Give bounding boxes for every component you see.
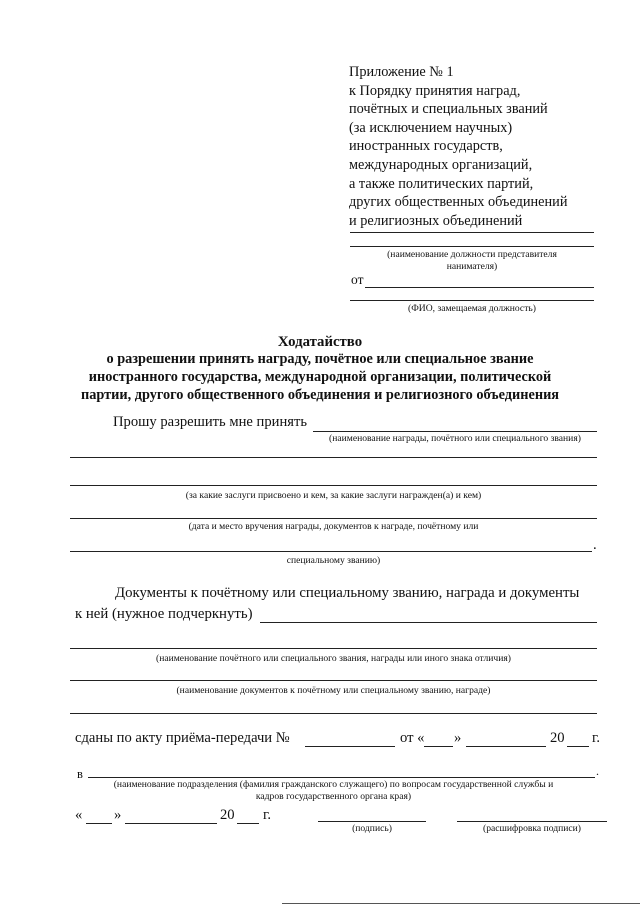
documents-name-line[interactable]: [70, 680, 597, 681]
appendix-line: и религиозных объединений: [349, 212, 523, 229]
date-period: .: [593, 537, 597, 553]
scan-edge-line: [282, 903, 640, 904]
date-caption: (дата и место вручения награды, документов к награде, почётному или: [188, 521, 479, 532]
documents-text: к ней (нужное подчеркнуть): [75, 606, 253, 622]
date-continue-line[interactable]: [70, 551, 592, 552]
document-subtitle: о разрешении принять награду, почётное или специальное звание: [106, 351, 534, 367]
signature-year-prefix: 20: [220, 807, 235, 823]
act-number-line[interactable]: [305, 746, 395, 747]
handover-month-line[interactable]: [466, 746, 546, 747]
merit-caption: (за какие заслуги присвоено и кем, за какие заслуги награжден(а) и кем): [185, 490, 482, 501]
department-caption: (наименование подразделения (фамилия гражданского служащего) по вопросам государственной службы и: [113, 779, 554, 790]
appendix-line: международных организаций,: [349, 156, 533, 173]
appendix-line: почётных и специальных званий: [349, 101, 548, 118]
request-label: Прошу разрешить мне принять: [113, 414, 308, 430]
handover-year-prefix: 20: [550, 730, 565, 746]
position-caption: (наименование должности представителя: [387, 249, 557, 260]
fio-field-line[interactable]: [350, 300, 594, 301]
documents-name-caption: (наименование документов к почётному или специальному званию, награде): [176, 685, 491, 696]
appendix-line: Приложение № 1: [349, 64, 454, 80]
award-name-line[interactable]: [70, 648, 597, 649]
award-caption: (наименование награды, почётного или специального звания): [329, 433, 581, 444]
appendix-line: (за исключением научных): [349, 119, 513, 136]
signature-year-line[interactable]: [237, 823, 259, 824]
underline-choice-line[interactable]: [260, 622, 597, 623]
position-field-line-2[interactable]: [350, 246, 594, 247]
signature-open-quote: «: [75, 807, 83, 823]
date-caption: специальному званию): [286, 555, 381, 566]
signature-day-line[interactable]: [86, 823, 112, 824]
award-continue-line[interactable]: [70, 457, 597, 458]
handover-year-line[interactable]: [567, 746, 589, 747]
signature-caption: (подпись): [352, 823, 392, 834]
signature-decode-caption: (расшифровка подписи): [483, 823, 581, 834]
document-subtitle: партии, другого общественного объединения и религиозного объединения: [80, 387, 560, 403]
document-subtitle: иностранного государства, международной организации, политической: [88, 369, 552, 385]
signature-line[interactable]: [318, 821, 426, 822]
appendix-line: а также политических партий,: [349, 175, 534, 192]
appendix-line: других общественных объединений: [349, 194, 568, 211]
from-label: от: [351, 272, 364, 287]
from-field-line[interactable]: [365, 287, 594, 288]
document-title: Ходатайство: [277, 334, 363, 350]
handover-close-quote: »: [454, 730, 462, 746]
appendix-header: [349, 63, 567, 230]
department-caption: кадров государственного органа края): [255, 791, 412, 802]
date-field-line[interactable]: [70, 518, 597, 519]
documents-continue-line[interactable]: [70, 713, 597, 714]
signature-decode-line[interactable]: [457, 821, 607, 822]
handover-day-line[interactable]: [424, 746, 453, 747]
handover-year-suffix: г.: [592, 730, 600, 746]
merit-field-line[interactable]: [70, 485, 597, 486]
appendix-line: иностранных государств,: [349, 138, 503, 155]
handover-label: сданы по акту приёма-передачи №: [75, 730, 290, 746]
signature-close-quote: »: [114, 807, 122, 823]
department-field-line[interactable]: [88, 777, 595, 778]
fio-caption: (ФИО, замещаемая должность): [408, 303, 536, 314]
handover-from-quote: от «: [400, 730, 425, 746]
appendix-line: к Порядку принятия наград,: [349, 82, 521, 99]
department-period: .: [596, 764, 599, 778]
documents-text: Документы к почётному или специальному званию, награда и документы: [115, 585, 580, 601]
position-caption: нанимателя): [446, 261, 498, 272]
signature-month-line[interactable]: [125, 823, 217, 824]
position-field-line-1[interactable]: [350, 232, 594, 233]
department-prefix: в: [77, 767, 83, 781]
award-name-caption: (наименование почётного или специального звания, награды или иного знака отличия): [156, 653, 511, 664]
signature-year-suffix: г.: [263, 807, 271, 823]
award-field-line[interactable]: [313, 431, 597, 432]
